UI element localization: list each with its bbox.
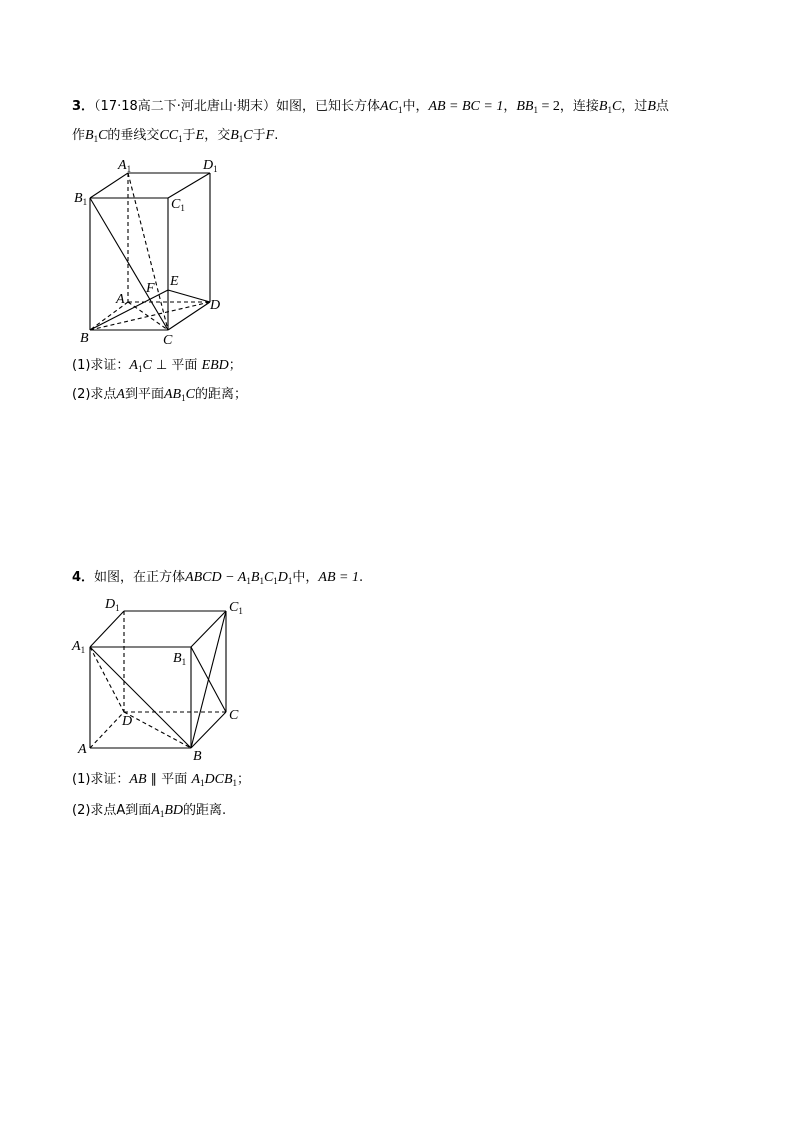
- q3-part1-end: ；: [228, 358, 242, 373]
- q3-through: ，过: [621, 99, 648, 114]
- q3-edge-ed: [168, 290, 210, 302]
- q3-part2-plane: $AB_1C$: [164, 387, 195, 403]
- q3-comma1: ，: [503, 99, 517, 114]
- q4-part1-rel: ∥ 平面: [146, 772, 192, 787]
- q3-label-a: A: [116, 292, 125, 307]
- q3-eq1: AB = BC = 1: [428, 99, 504, 114]
- q4-part-2: [72, 802, 226, 820]
- q3-line2-b1c: $B_1C$: [85, 128, 108, 144]
- q3-b1c: $B_1C$: [598, 99, 622, 115]
- q4-label-d1: $D_1$: [105, 597, 120, 613]
- q3-label-a1: $A_1$: [118, 158, 132, 174]
- q3-number: 3．: [72, 99, 95, 114]
- q3-part2-point: A: [116, 387, 125, 402]
- q3-label-b: B: [80, 331, 89, 346]
- q3-point-b: B: [647, 99, 656, 114]
- q3-cuboid-figure: [0, 0, 794, 403]
- q4-label-b: B: [193, 749, 202, 764]
- q3-edge-a1b1: [90, 173, 128, 198]
- q4-part2-label: (2)求点A到面: [72, 803, 152, 818]
- q4-part-1: [72, 771, 250, 789]
- q4-label-a1: $A_1$: [72, 639, 86, 655]
- q4-label-b1: $B_1$: [173, 651, 187, 667]
- q3-edge-cd: [168, 302, 210, 330]
- q3-in: 中，: [402, 99, 429, 114]
- q4-label-d: D: [122, 714, 133, 729]
- q4-hidden-bd: [124, 712, 191, 748]
- q4-label-a: A: [78, 742, 87, 757]
- q3-line2-b1c2: $B_1C$: [230, 128, 253, 144]
- q3-part1-a1c: $A_1C$: [129, 358, 152, 374]
- q3-hidden-bd: [90, 302, 210, 330]
- q4-ab: AB = 1: [318, 570, 359, 585]
- q3-label-b1: $B_1$: [74, 191, 88, 207]
- q4-in: 中，: [292, 570, 319, 585]
- q3-label-e: E: [170, 274, 179, 289]
- q3-period: .: [274, 128, 279, 143]
- q3-part2-label: (2)求点: [72, 387, 117, 402]
- q3-intro: 如图，已知长方体: [276, 99, 381, 114]
- q4-hidden-ad: [90, 712, 124, 748]
- q4-part1-ab: AB: [129, 772, 147, 787]
- q3-hidden-ac: [128, 302, 168, 330]
- q3-point-suffix: 点: [655, 99, 669, 114]
- q3-label-c1: $C_1$: [171, 197, 185, 213]
- q4-label-c1: $C_1$: [229, 600, 243, 616]
- q4-part1-label: (1)求证：: [72, 772, 130, 787]
- q3-cross: ，交: [204, 128, 231, 143]
- q3-at2: 于: [252, 128, 266, 143]
- q3-part1-rel: ⊥ 平面: [151, 358, 202, 373]
- q4-intro: 如图，在正方体: [94, 570, 186, 585]
- q4-number: 4．: [72, 570, 95, 585]
- q4-period: .: [358, 570, 364, 585]
- q3-perp-text: 的垂线交: [107, 128, 160, 143]
- q3-part-2: [72, 386, 247, 404]
- q3-e: E: [195, 128, 205, 143]
- q3-eq2: = 2: [537, 99, 560, 114]
- q3-connect: ，连接: [559, 99, 599, 114]
- q3-label-f: F: [146, 281, 155, 296]
- q3-edge-d1c1: [168, 173, 210, 198]
- q3-part2-end: 的距离；: [194, 387, 247, 402]
- q3-label-c: C: [163, 333, 173, 348]
- q3-f: F: [265, 128, 275, 143]
- q3-line2-prefix: 作: [72, 128, 86, 143]
- q4-part2-end: 的距离.: [183, 803, 227, 818]
- q4-label-c: C: [229, 708, 239, 723]
- q4-part1-plane: $A_1DCB_1$: [191, 772, 237, 788]
- q3-bb1: $BB_1$: [516, 99, 538, 115]
- q3-part1-plane: EBD: [201, 358, 229, 373]
- q4-edge-a1d1: [90, 611, 124, 647]
- q3-source: （17·18高二下·河北唐山·期末）: [94, 99, 277, 114]
- q4-cube-figure: [0, 580, 794, 770]
- q4-edge-b1c: [191, 647, 226, 712]
- q3-solid: $AC_1$: [380, 99, 403, 115]
- q3-part-1: [72, 357, 242, 375]
- q3-label-d: D: [210, 298, 221, 313]
- q4-hidden-a1d: [90, 647, 124, 712]
- q3-cc1: $CC_1$: [159, 128, 183, 144]
- q3-part2-mid: 到平面: [124, 387, 164, 402]
- q4-edge-b1c1: [191, 611, 226, 647]
- q4-cube: ABCD − $A_1B_1C_1D_1$: [185, 570, 293, 586]
- q4-part1-end: ；: [237, 772, 251, 787]
- q3-at: 于: [182, 128, 196, 143]
- q3-part1-label: (1)求证：: [72, 358, 130, 373]
- q4-edge-bc: [191, 712, 226, 748]
- q4-part2-plane: $A_1BD$: [151, 803, 184, 819]
- q3-label-d1: $D_1$: [203, 158, 218, 174]
